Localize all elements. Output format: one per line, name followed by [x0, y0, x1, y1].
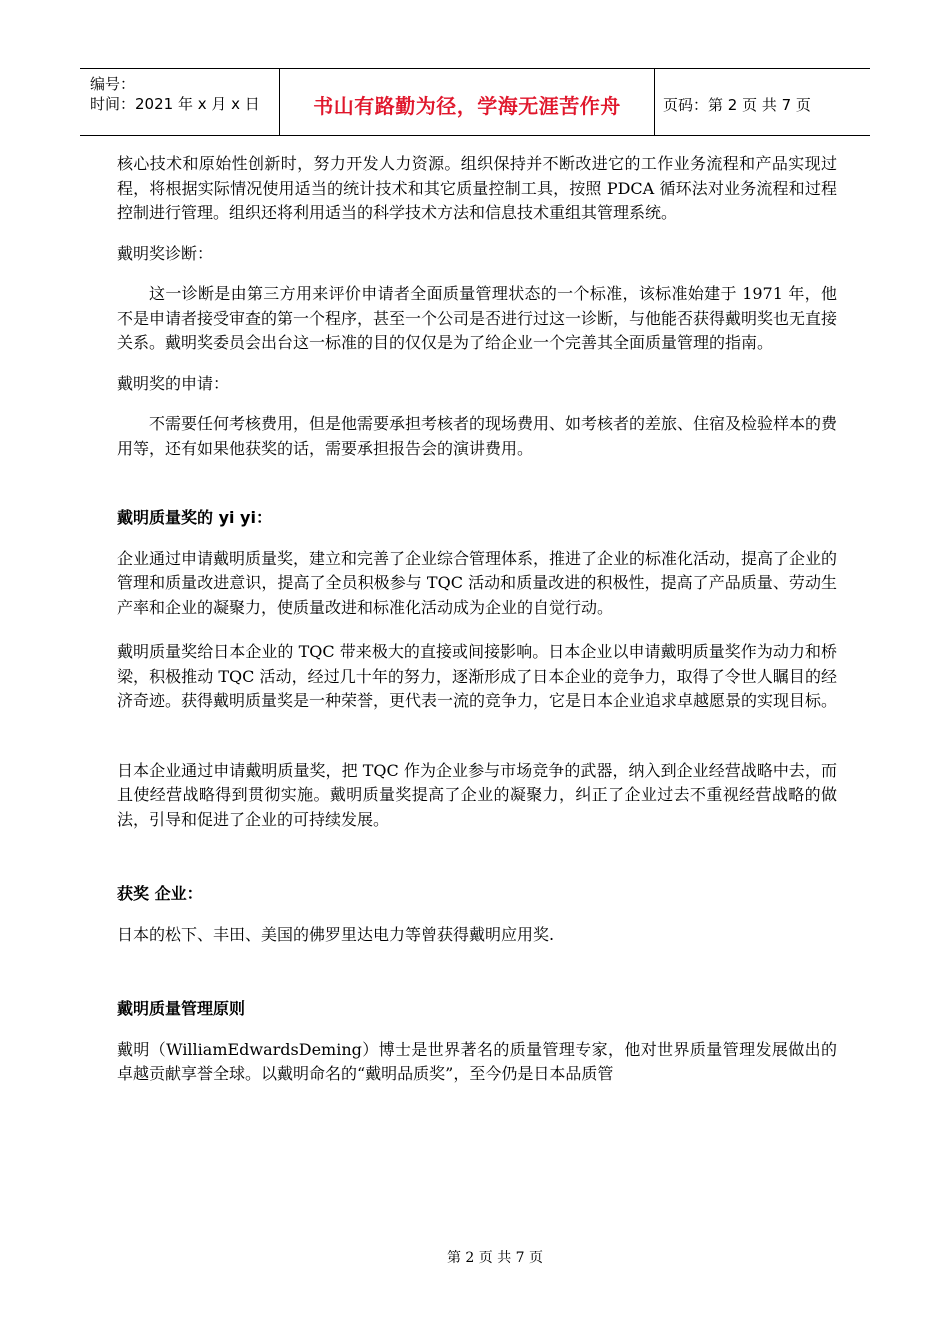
meaning-paragraph-3: 日本企业通过申请戴明质量奖，把 TQC 作为企业参与市场竞争的武器，纳入到企业经营战略中去，而且使经营战略得到贯彻实施。戴明质量奖提高了企业的凝聚力，纠正了企业过去不重视经营战略的做法，引导和促进了企业的可持续发展。: [117, 760, 837, 829]
principles-paragraph: 戴明（WilliamEdwardsDeming）博士是世界著名的质量管理专家，他对世界质量管理发展做出的卓越贡献享誉全球。以戴明命名的“戴明品质奖”，至今仍是日本品质管: [117, 1039, 837, 1083]
meaning-heading: 戴明质量奖的 yi yi：: [117, 508, 272, 527]
diagnosis-heading: 戴明奖诊断：: [117, 243, 214, 263]
document-date: 时间：2021 年 x 月 x 日: [90, 95, 260, 113]
header-meta: [80, 69, 280, 135]
intro-paragraph: 核心技术和原始性创新时，努力开发人力资源。组织保持并不断改进它的工作业务流程和产品实现过程，将根据实际情况使用适当的统计技术和其它质量控制工具，按照 PDCA 循环法对业务流程和过程控制进行管理。组织还将利用适当的科学技术方法和信息技术重组其管理系统。: [117, 154, 837, 222]
winners-heading: 获奖 企业：: [117, 884, 203, 903]
application-paragraph: 不需要任何考核费用，但是他需要承担考核者的现场费用、如考核者的差旅、住宿及检验样本的费用等，还有如果他获奖的话，需要承担报告会的演讲费用。: [117, 414, 838, 458]
page-header: [80, 68, 870, 136]
header-page-number: 页码：第 2 页 共 7 页: [663, 95, 811, 114]
document-number: 编号：: [90, 75, 136, 93]
winners-paragraph: 日本的松下、丰田、美国的佛罗里达电力等曾获得戴明应用奖.: [117, 924, 555, 944]
header-page-cell: [655, 69, 870, 135]
page-footer: 第 2 页 共 7 页: [446, 1250, 544, 1266]
header-motto-cell: [280, 69, 655, 135]
application-heading: 戴明奖的申请：: [117, 373, 230, 393]
meaning-paragraph-2: 戴明质量奖给日本企业的 TQC 带来极大的直接或间接影响。日本企业以申请戴明质量奖作为动力和桥梁，积极推动 TQC 活动，经过几十年的努力，逐渐形成了日本企业的竞争力，取得了令世人瞩目的经济奇迹。获得戴明质量奖是一种荣誉，更代表一流的竞争力，它是日本企业追求卓越愿景的实现目标。: [117, 642, 838, 710]
meaning-paragraph-1: 企业通过申请戴明质量奖，建立和完善了企业综合管理体系，推进了企业的标准化活动，提高了企业的管理和质量改进意识，提高了全员积极参与 TQC 活动和质量改进的积极性，提高了产品质量、劳动生产率和企业的凝聚力，使质量改进和标准化活动成为企业的自觉行动。: [117, 548, 838, 617]
diagnosis-paragraph: 这一诊断是由第三方用来评价申请者全面质量管理状态的一个标准，该标准始建于 1971 年，他不是申请者接受审查的第一个程序，甚至一个公司是否进行过这一诊断，与他能否获得戴明奖也无直接关系。戴明奖委员会出台这一标准的目的仅仅是为了给企业一个完善其全面质量管理的指南。: [117, 284, 838, 352]
principles-heading: 戴明质量管理原则: [117, 999, 246, 1018]
header-motto: 书山有路勤为径，学海无涯苦作舟: [313, 93, 621, 118]
document-body: [117, 152, 837, 1087]
